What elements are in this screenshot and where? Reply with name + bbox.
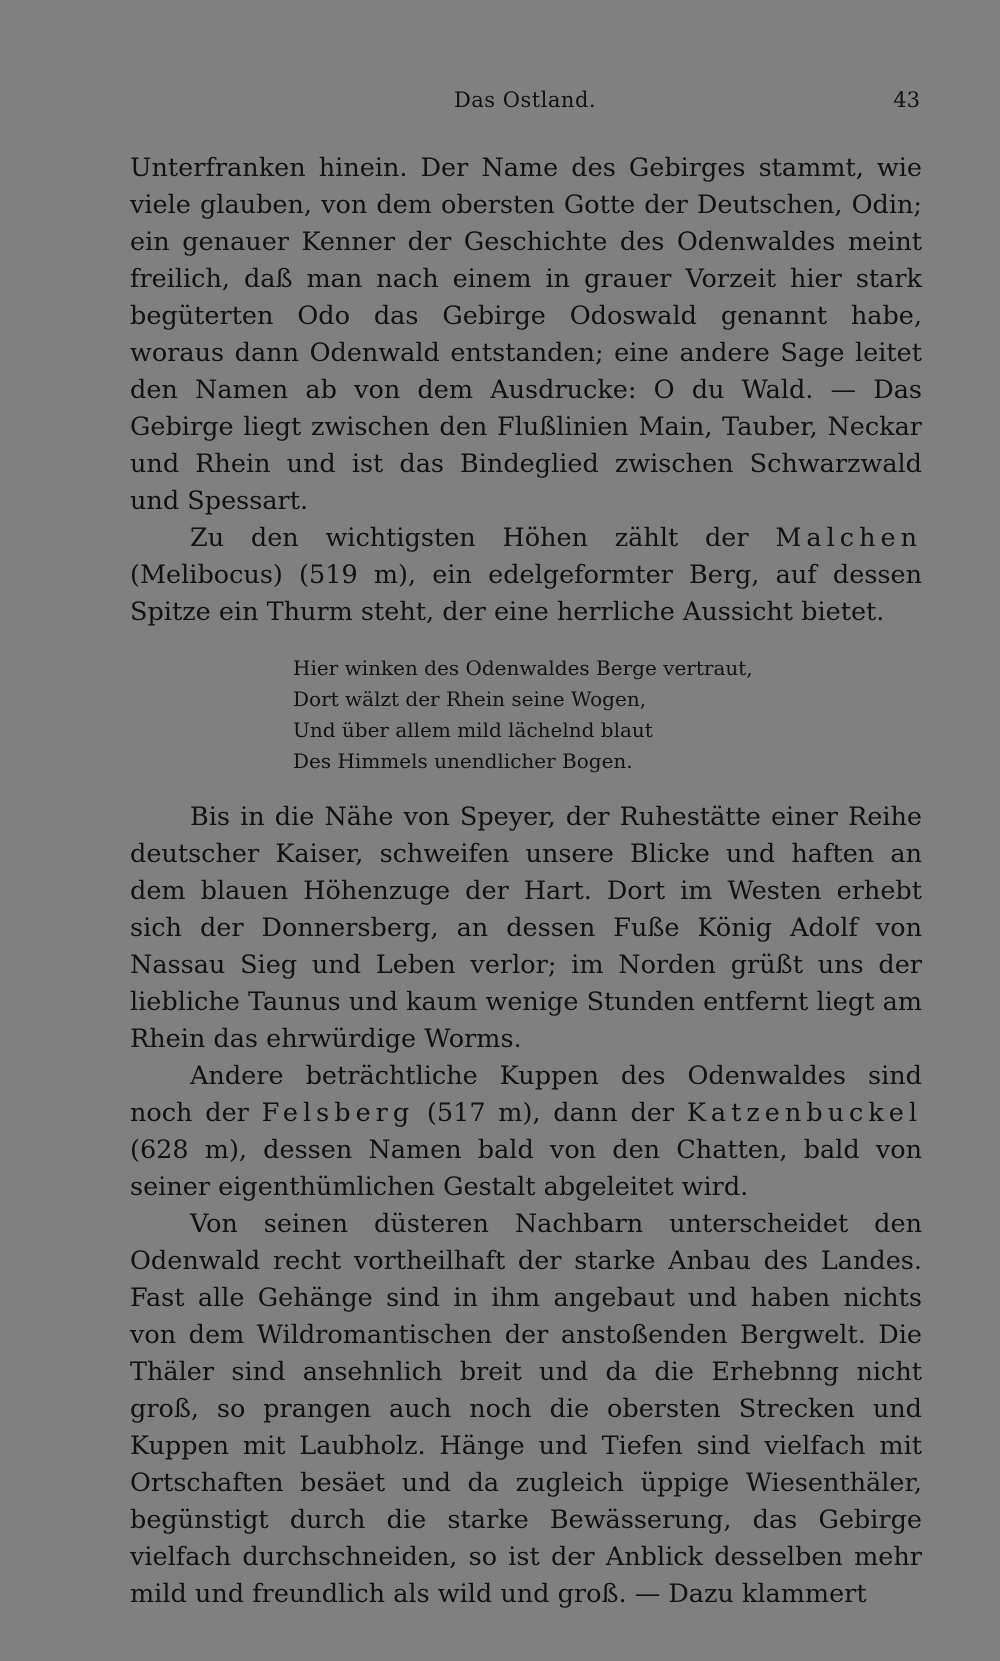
poem-quote [293, 653, 922, 777]
paragraph-2 [130, 520, 922, 631]
poem-line-4: Des Himmels unendlicher Bogen. [293, 749, 633, 773]
paragraph-1: Unterfranken hinein. Der Name des Gebirges stammt, wie viele glauben, von dem obersten Gotte der Deutschen, Odin; ein genauer Kenner der Geschichte des Odenwaldes meint freilich, daß man nach einem in grauer Vorzeit hier stark begüterten Odo das Gebirge Odoswald genannt habe, woraus dann Odenwald entstanden; eine andere Sage leitet den Namen ab von dem Ausdrucke: O du Wald. — Das Gebirge liegt zwischen den Flußlinien Main, Tauber, Neckar und Rhein und ist das Bindeglied zwischen Schwarzwald und Spessart. [130, 153, 922, 516]
mountain-name-katzenbuckel: Katzenbuckel [686, 1098, 922, 1128]
body-text [130, 150, 922, 1613]
mountain-name-malchen: Malchen [775, 523, 922, 553]
page-number: 43 [893, 88, 920, 112]
paragraph-4 [130, 1058, 922, 1206]
mountain-name-felsberg: Felsberg [261, 1098, 415, 1128]
paragraph-2-text-a: Zu den wichtigsten Höhen zählt der [190, 523, 776, 553]
paragraph-5: Von seinen düsteren Nachbarn unterscheidet den Odenwald recht vortheilhaft der starke Anbau des Landes. Fast alle Gehänge sind in ihm angebaut und haben nichts von dem Wildromantischen der anstoßenden Bergwelt. Die Thäler sind ansehnlich breit und da die Erhebnng nicht groß, so prangen auch noch die obersten Strecken und Kuppen mit Laubholz. Hänge und Tiefen sind vielfach mit Ortschaften besäet und da zugleich üppige Wiesenthäler, begünstigt durch die starke Bewässerung, das Gebirge vielfach durchschneiden, so ist der Anblick desselben mehr mild und freundlich als wild und groß. — Dazu klammert [130, 1209, 922, 1609]
poem-line-2: Dort wälzt der Rhein seine Wogen, [293, 687, 647, 711]
poem-line-1: Hier winken des Odenwaldes Berge vertraut, [293, 656, 753, 680]
paragraph-4-text-c: (628 m), dessen Namen bald von den Chatten, bald von seiner eigenthümlichen Gestalt abgeleitet wird. [130, 1135, 922, 1202]
poem-line-3: Und über allem mild lächelnd blaut [293, 718, 653, 742]
page-header [130, 88, 920, 118]
paragraph-3: Bis in die Nähe von Speyer, der Ruhestätte einer Reihe deutscher Kaiser, schweifen unsere Blicke und haften an dem blauen Höhenzuge der Hart. Dort im Westen erhebt sich der Donnersberg, an dessen Fuße König Adolf von Nassau Sieg und Leben verlor; im Norden grüßt uns der liebliche Taunus und kaum wenige Stunden entfernt liegt am Rhein das ehrwürdige Worms. [130, 802, 922, 1054]
paragraph-4-text-a: Andere beträchtliche Kuppen des Odenwaldes sind noch der [130, 1061, 922, 1128]
running-title: Das Ostland. [453, 88, 597, 112]
paragraph-2-text-b: (Melibocus) (519 m), ein edelgeformter Berg, auf dessen Spitze ein Thurm steht, der eine herrliche Aussicht bietet. [130, 560, 922, 627]
paragraph-4-text-b: (517 m), dann der [414, 1098, 687, 1128]
